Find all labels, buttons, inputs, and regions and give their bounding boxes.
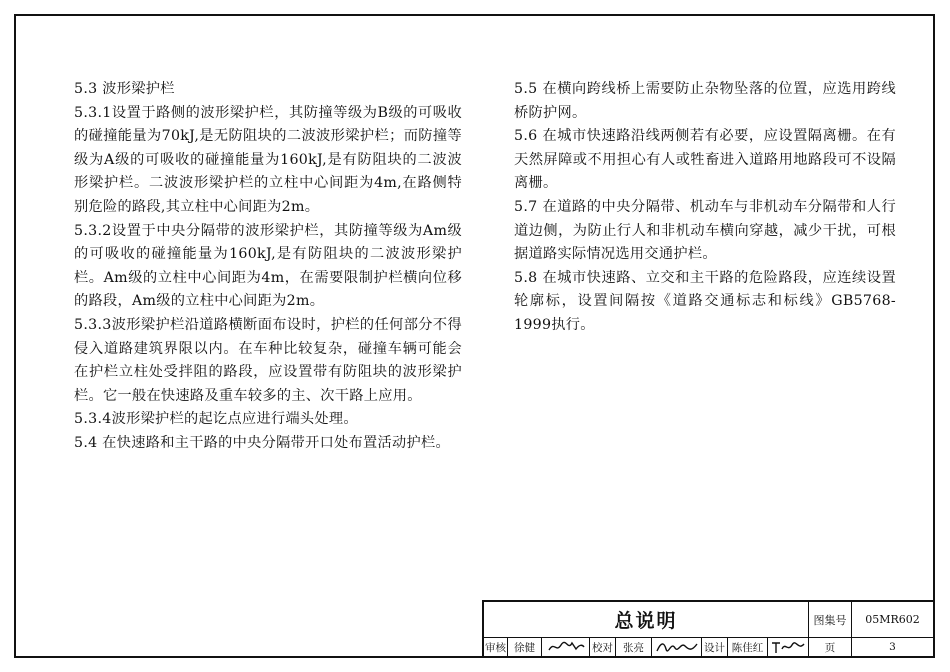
paragraph-5-3-3: 5.3.3波形梁护栏沿道路横断面布设时，护栏的任何部分不得侵入道路建筑界限以内。在车种比较复杂，碰撞车辆可能会在护栏立柱处受拌阻的路段，应设置带有防阻块的波形梁护栏。它一般在快速路及重车较多的主、次干路上应用。: [74, 316, 462, 404]
atlas-number-label: 图集号: [809, 602, 852, 638]
page-number: 3: [889, 641, 896, 653]
check-label: 校对: [590, 638, 616, 656]
title-block: [482, 600, 933, 656]
paragraph-5-4: 5.4 在快速路和主干路的中央分隔带开口处布置活动护栏。: [74, 434, 450, 451]
design-label: 设计: [702, 638, 728, 656]
review-label: 审核: [484, 638, 508, 656]
left-text-column: [74, 78, 462, 456]
reviewer-signature: [542, 638, 590, 656]
drawing-title: 总说明: [484, 602, 809, 638]
reviewer-name: 徐健: [508, 638, 542, 656]
paragraph-5-3-2: 5.3.2设置于中央分隔带的波形梁护栏，其防撞等级为Am级的可吸收的碰撞能量为160kJ,是有防阻块的二波波形梁护栏。Am级的立柱中心间距为4m，在需要限制护栏横向位移的路段，Am级的立柱中心间距为2m。: [74, 222, 462, 310]
paragraph-5-5: 5.5 在横向跨线桥上需要防止杂物坠落的位置，应选用跨线桥防护网。: [514, 81, 896, 121]
paragraph-5-8: 5.8 在城市快速路、立交和主干路的危险路段，应连续设置轮廓标，设置间隔按《道路交通标志和标线》GB5768-1999执行。: [514, 269, 896, 333]
designer-name: 陈佳红: [728, 638, 768, 656]
page-label: 页: [809, 638, 852, 656]
paragraph-5-3-1: 5.3.1设置于路侧的波形梁护栏，其防撞等级为B级的可吸收的碰撞能量为70kJ,是无防阻块的二波波形梁护栏；而防撞等级为A级的可吸收的碰撞能量为160kJ,是有防阻块的二波波形梁护栏。二波波形梁护栏的立柱中心间距为4m,在路侧特别危险的路段,其立柱中心间距为2m。: [74, 104, 462, 215]
paragraph-5-7: 5.7 在道路的中央分隔带、机动车与非机动车分隔带和人行道边侧，为防止行人和非机动车横向穿越，减少干扰，可根据道路实际情况选用交通护栏。: [514, 198, 896, 263]
paragraph-5-6: 5.6 在城市快速路沿线两侧若有必要，应设置隔离栅。在有天然屏障或不用担心有人或牲畜进入道路用地路段可不设隔离栅。: [514, 128, 896, 192]
right-text-column: [514, 78, 896, 338]
designer-signature: [768, 638, 809, 656]
section-5-3-heading: 5.3 波形梁护栏: [74, 81, 175, 97]
checker-signature: [652, 638, 702, 656]
checker-name: 张亮: [616, 638, 652, 656]
atlas-number: 05MR602: [852, 602, 933, 638]
paragraph-5-3-4: 5.3.4波形梁护栏的起讫点应进行端头处理。: [74, 411, 358, 428]
